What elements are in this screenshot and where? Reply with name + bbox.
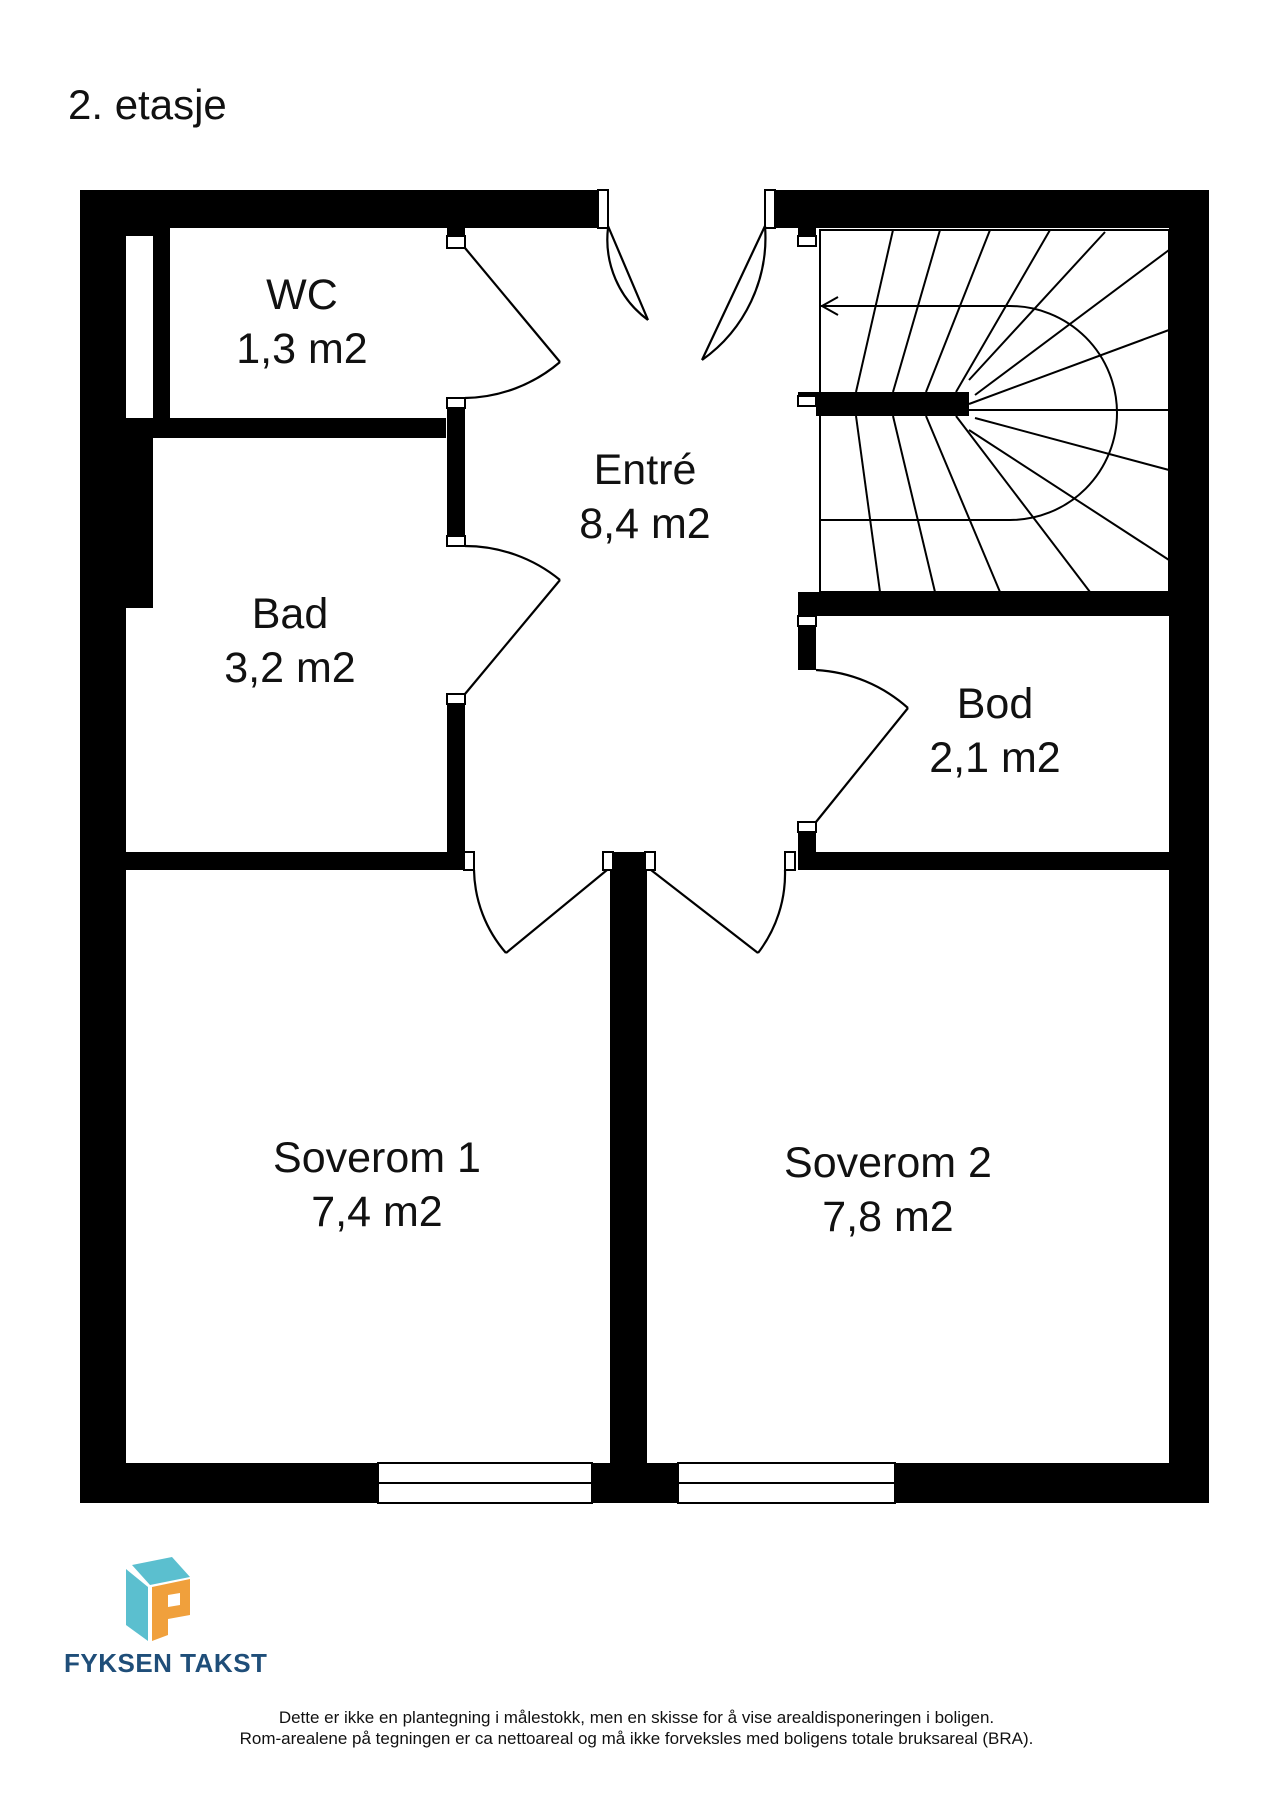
room-area-soverom-2: 7,8 m2 [822,1193,954,1241]
room-name-soverom-1: Soverom 1 [273,1134,481,1182]
floor-title: 2. etasje [68,81,227,128]
room-area-soverom-1: 7,4 m2 [311,1188,443,1236]
disclaimer-line-2: Rom-arealene på tegningen er ca nettoareal og må ikke forveksles med boligens totale bruksareal (BRA). [239,1729,1034,1748]
room-name-bad: Bad [251,590,329,638]
interior-walls [126,228,1169,1463]
window-soverom-1 [378,1463,592,1503]
room-name-entre: Entré [593,446,697,494]
room-area-bad: 3,2 m2 [224,644,356,692]
room-area-bod: 2,1 m2 [929,734,1061,782]
window-soverom-2 [678,1463,895,1503]
logo-text: FYKSEN TAKST [64,1648,268,1678]
room-name-soverom-2: Soverom 2 [784,1139,992,1187]
room-area-entre: 8,4 m2 [579,500,711,548]
disclaimer-line-1: Dette er ikke en plantegning i målestokk, men en skisse for å vise arealdisponeringen i boligen. [278,1708,995,1727]
room-name-bod: Bod [956,680,1034,728]
fyksen-takst-logo-icon [62,1555,262,1645]
room-area-wc: 1,3 m2 [236,325,368,373]
room-name-wc: WC [266,271,338,319]
door-swings [465,226,908,953]
